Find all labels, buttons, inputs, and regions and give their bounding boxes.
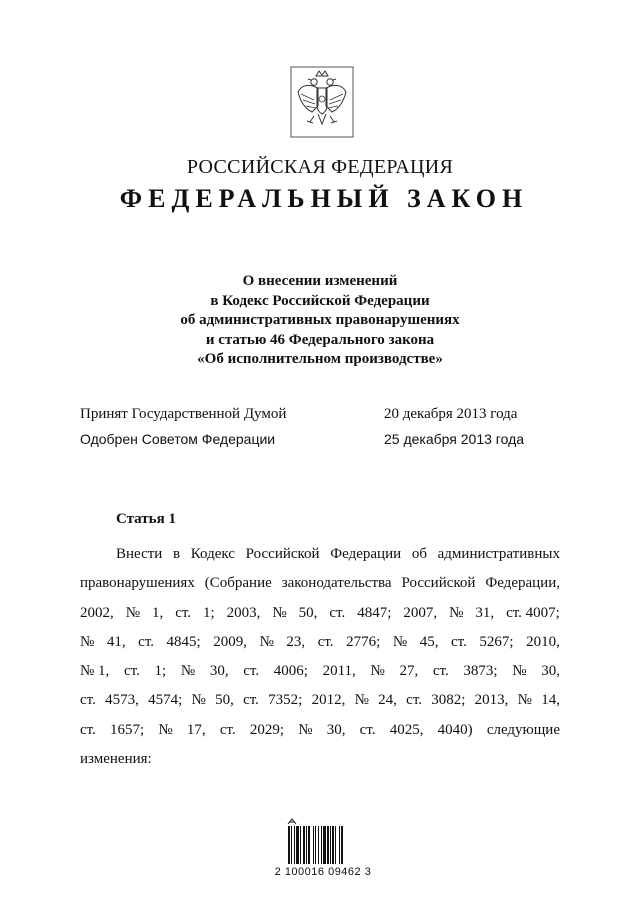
article-word: 2029; [249, 721, 285, 738]
article-word: законодательства [281, 575, 392, 592]
article-word: Российской [245, 546, 320, 562]
article-word: 2013, [474, 692, 509, 709]
article-word: 24, [378, 692, 397, 709]
article-word: 23, [286, 633, 306, 650]
article-word: № [449, 604, 464, 621]
article-word: 17, [186, 721, 206, 738]
article-word: 4040) [437, 721, 473, 738]
adoption-date: 20 декабря 2013 года [384, 406, 518, 422]
article-line [80, 686, 560, 715]
article-word: следующие [486, 721, 560, 738]
article-word: 30, [326, 721, 346, 738]
article-word: ст. [359, 721, 376, 738]
article-word: 4025, [389, 721, 424, 738]
barcode-bar [294, 826, 295, 864]
article-word: 1; [203, 604, 215, 621]
barcode-bar [313, 826, 314, 864]
adoption-date: 25 декабря 2013 года [384, 431, 525, 447]
article-word: 31, [475, 604, 495, 621]
barcode-bar [321, 826, 322, 864]
law-title-line: в Кодекс Российской Федерации [210, 292, 430, 309]
adoption-row-council [80, 431, 560, 456]
article-word: ст. [175, 604, 192, 621]
barcode-bar [291, 826, 292, 864]
article-word: 2776; [346, 633, 381, 650]
article-word: 2002, [80, 604, 114, 621]
law-title-line: О внесении изменений [242, 273, 398, 289]
article-word: ст. 4007; [506, 604, 560, 621]
article-word: 4573, [105, 692, 139, 709]
article-word: административных [437, 546, 560, 562]
article-word: 1, [152, 604, 164, 621]
article-heading: Статья 1 [116, 511, 176, 527]
article-word: 7352; [268, 692, 303, 709]
article-word: Кодекс [190, 546, 235, 562]
article-line [80, 599, 560, 628]
article-word: 2010, [526, 633, 560, 650]
article-word: № [272, 604, 287, 621]
article-word: № [259, 633, 274, 650]
article-word: № [370, 663, 385, 680]
article-word: № [80, 633, 95, 650]
law-title-line: и статью 46 Федерального закона [205, 331, 435, 348]
article-word: № [125, 604, 141, 621]
article-word: № [191, 692, 206, 709]
barcode-bar [303, 826, 305, 864]
article-word: ст. [317, 633, 334, 650]
article-word: ст. [138, 633, 154, 650]
article-body [80, 540, 560, 774]
barcode-bar [339, 826, 340, 864]
article-word: 3082; [431, 692, 466, 709]
article-word: № [392, 633, 408, 650]
article-word: 3873; [463, 663, 498, 680]
article-word: правонарушениях [80, 575, 195, 592]
article-word: 45, [419, 633, 439, 650]
country-name: РОССИЙСКАЯ ФЕДЕРАЦИЯ [186, 156, 454, 178]
article-word: ст. [123, 663, 140, 680]
article-word: № [158, 721, 173, 738]
adoption-block [80, 406, 560, 456]
article-word: 50, [215, 692, 234, 709]
adoption-row-duma [80, 406, 560, 431]
article-word: (Собрание [204, 575, 272, 592]
article-word: 2007, [403, 604, 438, 621]
barcode-bar [341, 826, 343, 864]
article-word: 30, [541, 663, 560, 680]
article-line [80, 745, 560, 774]
barcode-bar [330, 826, 331, 864]
barcode-mark-icon [288, 819, 296, 824]
article-word: № [512, 663, 527, 680]
barcode-bar [315, 826, 316, 864]
article-word: в [173, 546, 181, 562]
barcode-bar [300, 826, 301, 864]
barcode-bar [308, 826, 310, 864]
law-title [0, 272, 640, 370]
article-word: № [180, 663, 196, 680]
law-title-line: об административных правонарушениях [180, 312, 460, 328]
article-word: ст. [219, 721, 236, 738]
article-word: 50, [298, 604, 318, 621]
article-word: Внести [116, 546, 163, 562]
article-word: Федерации, [485, 575, 560, 592]
adoption-label: Одобрен Советом Федерации [80, 431, 276, 447]
barcode-bar [335, 826, 336, 864]
barcode-bar [288, 826, 290, 864]
barcode-bar [306, 826, 307, 864]
article-word: 4845; [166, 633, 201, 650]
article-word: 14, [541, 692, 560, 709]
article-word: 2003, [226, 604, 261, 621]
article-word: ст. [80, 721, 96, 738]
article-word: ст. [243, 692, 259, 709]
article-word: 1; [154, 663, 167, 680]
adoption-label: Принят Государственной Думой [80, 406, 287, 422]
article-word: 4574; [148, 692, 183, 709]
article-word: 2009, [213, 633, 248, 650]
barcode-bar [327, 826, 329, 864]
article-word: 2012, [311, 692, 346, 709]
article-word: № [517, 692, 532, 709]
russian-coat-of-arms-icon [290, 66, 354, 138]
barcode-bar [318, 826, 319, 864]
document-type: ФЕДЕРАЛЬНЫЙ ЗАКОН [119, 184, 529, 213]
barcode-number: 2 100016 09462 3 [274, 866, 372, 878]
article-word: Федерации [330, 546, 402, 562]
law-title-line: «Об исполнительном производстве» [197, 351, 443, 367]
article-word: Российской [401, 575, 476, 592]
article-word: 2011, [322, 663, 356, 680]
article-word: № [354, 692, 369, 709]
article-word: № [298, 721, 313, 738]
article-word: 1657; [110, 721, 145, 738]
barcode-icon [286, 816, 366, 868]
article-word: 30, [209, 663, 229, 680]
article-line [80, 657, 560, 686]
article-word: ст. [450, 633, 467, 650]
article-line [80, 628, 560, 657]
article-word: 4847; [357, 604, 392, 621]
barcode-bar [323, 826, 326, 864]
article-word: об [411, 546, 427, 562]
article-word: ст. [406, 692, 422, 709]
article-word: № 1, [80, 663, 110, 680]
article-word: ст. [432, 663, 449, 680]
barcode-bar [296, 826, 299, 864]
article-word: 27, [399, 663, 419, 680]
article-word: 4006; [273, 663, 308, 680]
article-line [80, 540, 560, 569]
article-word: 41, [106, 633, 126, 650]
article-line [80, 716, 560, 745]
article-line [80, 569, 560, 598]
article-word: ст. [243, 663, 260, 680]
article-word: ст. [329, 604, 346, 621]
article-word: изменения: [80, 751, 152, 768]
article-word: ст. [80, 692, 96, 709]
article-word: 5267; [479, 633, 514, 650]
barcode-bar [332, 826, 334, 864]
